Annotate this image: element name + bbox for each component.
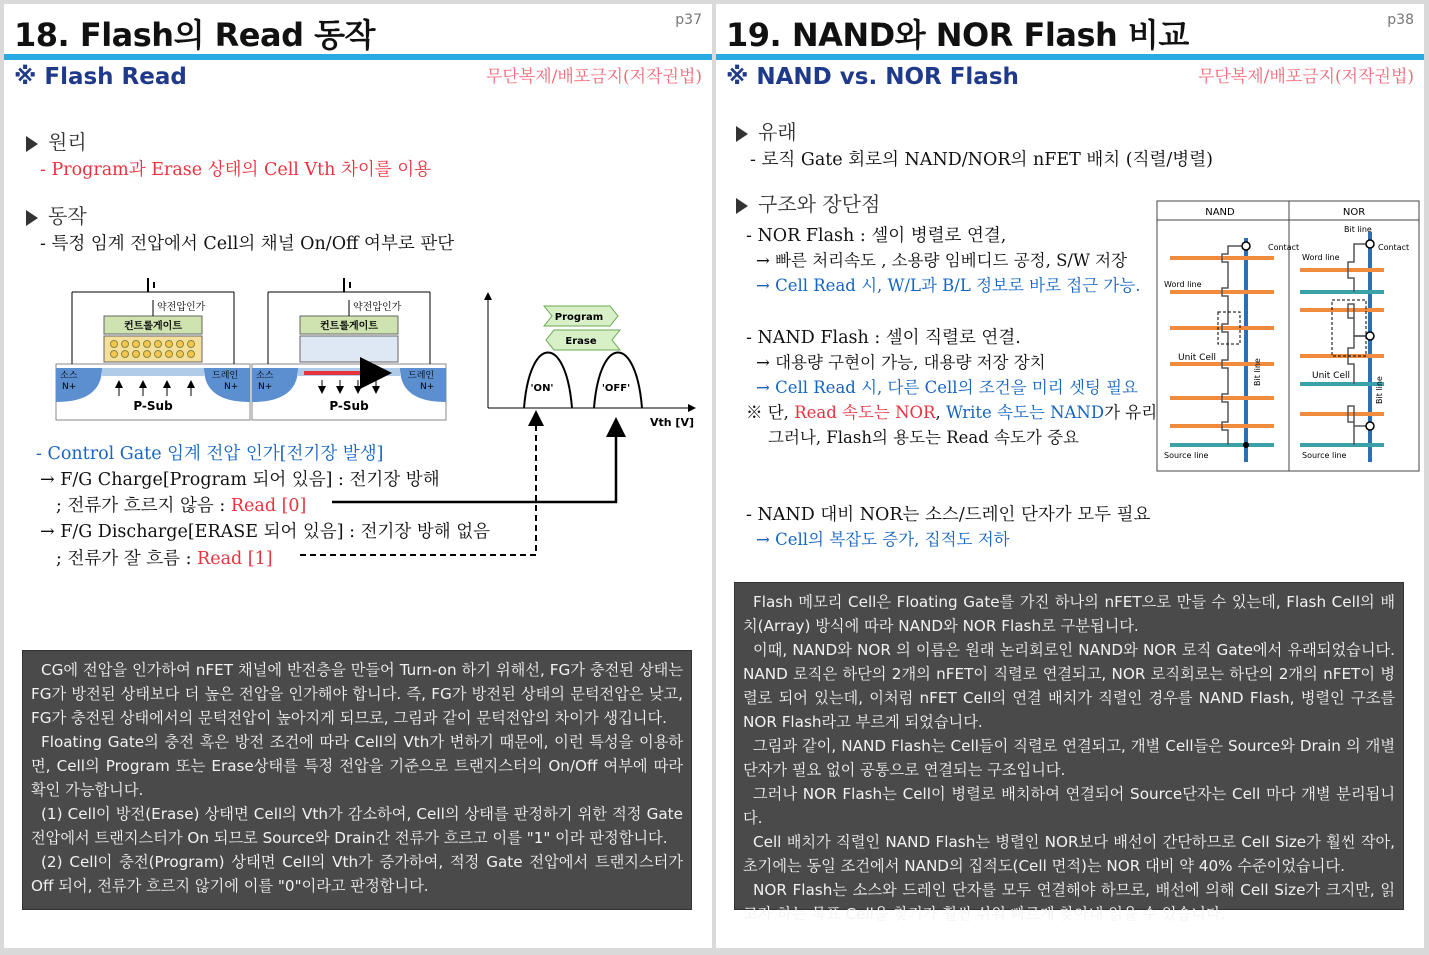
source-line-label: Source line (1164, 451, 1209, 460)
explanation-paragraph: Floating Gate의 충전 혹은 방전 조건에 따라 Cell의 Vth가 변하기 때문에, 이런 특성을 이용하면, Cell의 Program 또는 Erase상태를 특정 전압을 기준으로 트랜지스터의 On/Off 여부에 따라 확인 가능합니다. (31, 733, 683, 799)
explanation-box (22, 650, 692, 910)
explanation-box (734, 582, 1404, 923)
page-number: p37 (675, 12, 702, 28)
principle-text: - Program과 Erase 상태의 Cell Vth 차이를 이용 (40, 160, 432, 180)
explanation-paragraph: 그림과 같이, NAND Flash는 Cell들이 직렬로 연결되고, 개별 Cell들은 Source와 Drain 의 개별 단자가 필요 없이 공통으로 연결되는 구조입니다. (743, 737, 1395, 779)
speed-note-sep: , (935, 403, 946, 422)
explanation-paragraph: (1) Cell이 방전(Erase) 상태면 Cell의 Vth가 감소하여, Cell의 상태를 판정하기 위한 적정 Gate 전압에서 트랜지스터가 On 되므로 Source와 Drain간 전류가 흐르고 이를 "1" 이라 판정합니다. (31, 805, 683, 847)
discharge-result-label: ; 전류가 잘 흐름 : (56, 549, 198, 569)
n-plus-label: N+ (224, 382, 239, 392)
control-gate-label: 컨트롤게이트 (124, 321, 182, 332)
explanation-paragraph: Cell 배치가 직렬인 NAND Flash는 병렬인 NOR보다 배선이 간단하므로 Cell Size가 훨씬 작아, 초기에는 동일 조건에서 NAND의 집적도(Cell 면적)는 NOR 대비 약 40% 수준이었습니다. (743, 833, 1395, 875)
n-plus-label: N+ (258, 382, 273, 392)
p-sub-label: P-Sub (329, 399, 369, 413)
contact-label: Contact (1268, 243, 1300, 252)
source-label: 소스 (256, 371, 274, 381)
source-label: 소스 (60, 371, 78, 381)
speed-note (746, 399, 1157, 423)
charge-result-label: ; 전류가 흐르지 않음 : (56, 496, 231, 516)
copyright-notice: 무단복제/배포금지(저작권법) (1197, 67, 1414, 87)
origin-text: - 로직 Gate 회로의 NAND/NOR의 nFET 배치 (직렬/병렬) (750, 150, 1213, 170)
n-plus-label: N+ (62, 382, 77, 392)
heading-structure (736, 188, 880, 217)
transistor-erased (252, 278, 446, 420)
accent-bar (716, 54, 1424, 60)
read0-label: Read [0] (230, 496, 307, 516)
triangle-bullet-icon (26, 136, 38, 152)
read1-label: Read [1] (197, 549, 273, 569)
heading-origin (736, 116, 797, 145)
discharge-text: → F/G Discharge[ERASE 되어 있음] : 전기장 방해 없음 (40, 522, 491, 542)
write-speed-label: Write 속도는 NAND (945, 403, 1105, 422)
explanation-paragraph: 그러나 NOR Flash는 Cell이 병렬로 배치하여 연결되어 Source단자는 Cell 마다 개별 분리됩니다. (743, 785, 1395, 827)
nor-header: NOR (1342, 207, 1366, 218)
charge-text: → F/G Charge[Program 되어 있음] : 전기장 방해 (40, 470, 440, 490)
page-number: p38 (1387, 12, 1414, 28)
page-title: 19. NAND와 NOR Flash 비교 (726, 16, 1189, 54)
n-plus-label: N+ (420, 382, 435, 392)
slide-p38 (716, 4, 1424, 948)
source-line-label: Source line (1302, 451, 1347, 460)
nand-nor-array-diagram (1156, 200, 1422, 472)
word-line-label: Word line (1164, 280, 1202, 289)
program-label: Program (554, 312, 604, 323)
need-text-2: → Cell의 복잡도 증가, 집적도 저하 (756, 530, 1010, 549)
explanation-paragraph: (2) Cell이 충전(Program) 상태면 Cell의 Vth가 증가하여, 적정 Gate 전압에서 트랜지스터가 Off 되어, 전류가 흐르지 않기에 이를 "0"이라고 판정합니다. (31, 853, 683, 895)
nor-text-1: - NOR Flash : 셀이 병렬로 연결, (746, 226, 1007, 246)
on-label: 'ON' (530, 383, 554, 394)
heading-origin-label: 유래 (758, 120, 797, 144)
off-label: 'OFF' (601, 383, 631, 394)
heading-principle (26, 126, 87, 155)
copyright-notice: 무단복제/배포금지(저작권법) (485, 67, 702, 87)
section-subtitle: ※ NAND vs. NOR Flash (726, 64, 1019, 90)
contact-label: Contact (1378, 243, 1410, 252)
explanation-paragraph: NOR Flash는 소스와 드레인 단자를 모두 연결해야 하므로, 배선에 의해 Cell Size가 크지만, 읽고자 하는 목표 Cell을 찾기가 훨씬 쉬워 빠르게 찾아내 읽을 수 있습니다. (743, 881, 1395, 923)
nand-header: NAND (1205, 207, 1235, 218)
drain-label: 드레인 (212, 371, 239, 381)
section-subtitle: ※ Flash Read (14, 64, 187, 90)
bit-line-label: Bit line (1344, 225, 1372, 234)
nand-text-3: → Cell Read 시, 다른 Cell의 조건을 미리 셋팅 필요 (756, 378, 1138, 397)
operation-text: - 특정 임계 전압에서 Cell의 채널 On/Off 여부로 판단 (40, 234, 455, 254)
heading-principle-label: 원리 (48, 130, 87, 154)
page-title: 18. Flash의 Read 동작 (14, 16, 375, 54)
heading-operation (26, 200, 87, 229)
word-line-label: Word line (1302, 253, 1340, 262)
erase-label: Erase (565, 336, 597, 347)
heading-structure-label: 구조와 장단점 (758, 192, 881, 216)
triangle-bullet-icon (736, 198, 748, 214)
unit-cell-label: Unit Cell (1178, 353, 1217, 363)
speed-note-prefix: ※ 단, (746, 403, 795, 422)
bit-line-label: Bit line (1375, 376, 1384, 404)
slide-p37 (4, 4, 712, 948)
nor-text-3: → Cell Read 시, W/L과 B/L 정보로 바로 접근 가능. (756, 276, 1141, 295)
read-speed-label: Read 속도는 NOR (794, 403, 936, 422)
accent-bar (4, 54, 712, 60)
explanation-paragraph: Flash 메모리 Cell은 Floating Gate를 가진 하나의 nFET으로 만들 수 있는데, Flash Cell의 배치(Array) 방식에 따라 NAND와 NOR Flash로 구분됩니다. (743, 593, 1395, 635)
control-gate-text: - Control Gate 임계 전압 인가[전기장 발생] (36, 444, 384, 464)
bit-line-label: Bit line (1253, 358, 1262, 386)
drain-label: 드레인 (408, 371, 435, 381)
speed-note-2: 그러나, Flash의 용도는 Read 속도가 중요 (768, 428, 1079, 447)
weak-voltage-label: 약전압인가 (353, 302, 402, 313)
unit-cell-label: Unit Cell (1312, 371, 1351, 381)
explanation-paragraph: 이때, NAND와 NOR 의 이름은 원래 논리회로인 NAND와 NOR 로직 Gate에서 유래되었습니다. NAND 로직은 하단의 2개의 nFET이 직렬로 연결되고, NOR 로직회로는 하단의 2개의 nFET이 병렬로 되어 있는데, 이처럼 nFET Cell의 연결 배치가 직렬인 경우를 NAND Flash, 병렬인 구조를 NOR Flash라고 부르게 되었습니다. (743, 641, 1395, 731)
triangle-bullet-icon (736, 126, 748, 142)
nand-text-2: → 대용량 구현이 가능, 대용량 저장 장치 (756, 353, 1046, 372)
connector-lines (4, 404, 712, 564)
nor-text-2: → 빠른 처리속도 , 소용량 임베디드 공정, S/W 저장 (756, 251, 1128, 270)
need-text-1: - NAND 대비 NOR는 소스/드레인 단자가 모두 필요 (746, 505, 1151, 525)
vth-axis-label: Vth [V] (650, 416, 694, 429)
heading-operation-label: 동작 (48, 204, 87, 228)
transistor-programmed (56, 278, 250, 420)
nand-text-1: - NAND Flash : 셀이 직렬로 연결. (746, 328, 1021, 348)
control-gate-label: 컨트롤게이트 (320, 321, 378, 332)
speed-note-suffix: 가 유리 (1104, 403, 1158, 422)
p-sub-label: P-Sub (133, 399, 173, 413)
triangle-bullet-icon (26, 210, 38, 226)
weak-voltage-label: 약전압인가 (157, 302, 206, 313)
explanation-paragraph: CG에 전압을 인가하여 nFET 채널에 반전층을 만들어 Turn-on 하기 위해선, FG가 충전된 상태는 FG가 방전된 상태보다 더 높은 전압을 인가해야 합니다. 즉, FG가 방전된 상태의 문턱전압은 낮고, FG가 충전된 상태에서의 문턱전압이 높아지게 되므로, 그림과 같이 문턱전압의 차이가 생깁니다. (31, 661, 683, 727)
